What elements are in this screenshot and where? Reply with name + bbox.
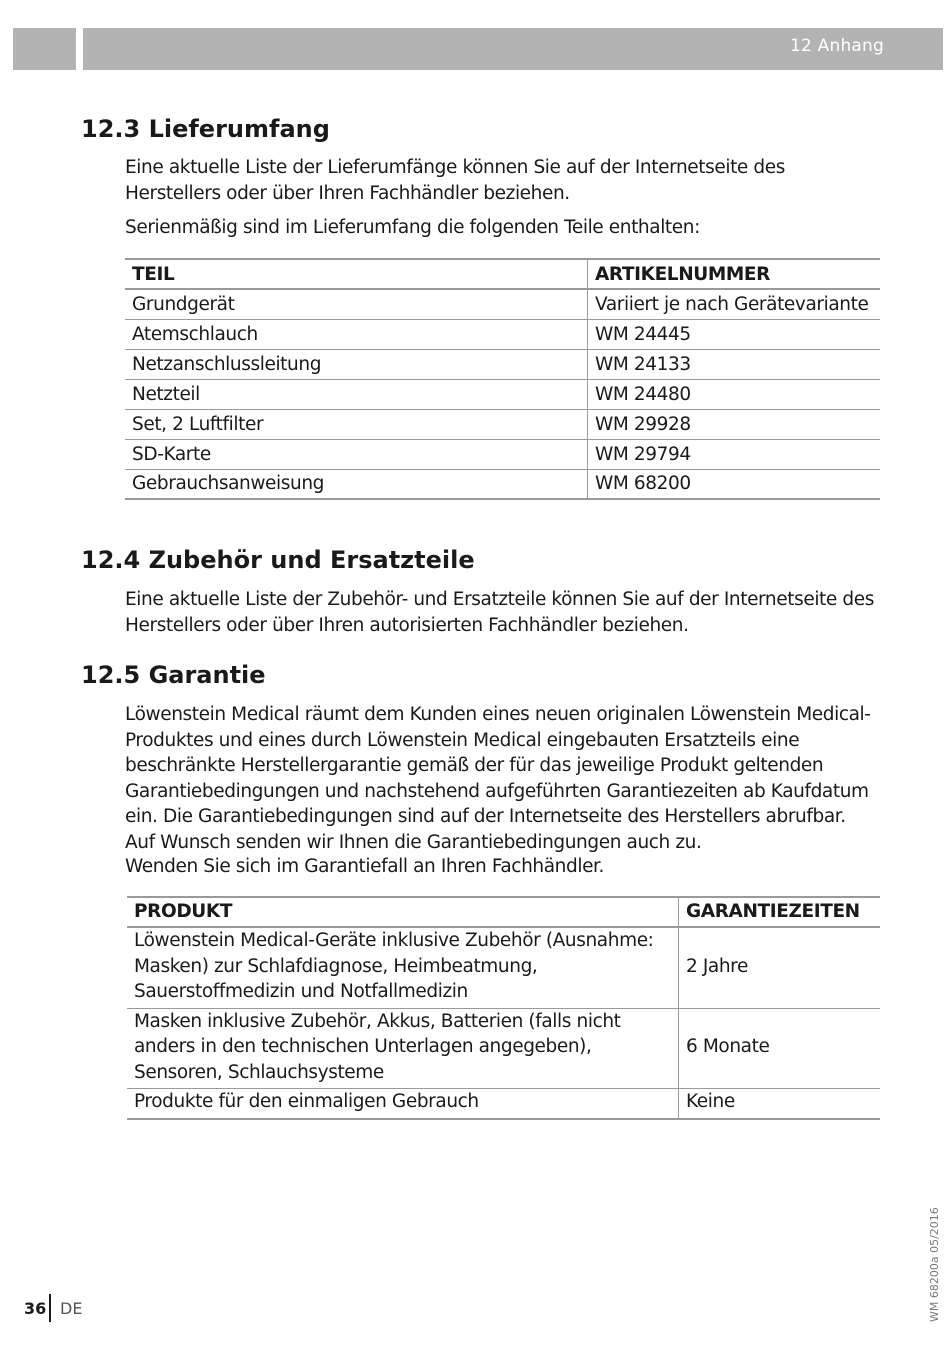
footer-divider (49, 1294, 51, 1322)
product-description: Masken inklusive Zubehör, Akkus, Batterien (falls nicht anders in den technischen Unterlagen angegeben), Sensoren, Schlauchsysteme (127, 1008, 679, 1089)
column-header-teil: TEIL (125, 259, 588, 289)
warranty-period: Keine (686, 1091, 735, 1112)
column-header-produkt: PRODUKT (127, 897, 679, 927)
zubehoer-text: Eine aktuelle Liste der Zubehör- und Ersatzteile können Sie auf der Internetseite des Herstellers oder über Ihren autorisierten Fachhändler beziehen. (125, 589, 874, 636)
product-description: Produkte für den einmaligen Gebrauch (127, 1089, 679, 1119)
language-code: DE (60, 1299, 83, 1318)
column-header-artikelnummer: ARTIKELNUMMER (595, 263, 771, 285)
section-heading-zubehoer: 12.4 Zubehör und Ersatzteile (81, 546, 475, 574)
page-number: 36 (24, 1299, 47, 1318)
article-number: WM 68200 (595, 473, 691, 495)
table-header-row (127, 897, 880, 927)
table-row (125, 409, 880, 439)
part-name: SD-Karte (125, 439, 588, 469)
part-name: Netzanschlussleitung (125, 349, 588, 379)
table-row (125, 469, 880, 499)
warranty-table (127, 896, 880, 1120)
table-row (127, 927, 880, 1008)
section-heading-garantie: 12.5 Garantie (81, 661, 266, 689)
article-number: WM 24133 (595, 353, 691, 375)
part-name: Grundgerät (125, 289, 588, 319)
part-name: Gebrauchsanweisung (125, 469, 588, 499)
chapter-title: 12 Anhang (790, 36, 884, 56)
column-header-garantiezeiten: GARANTIEZEITEN (686, 901, 860, 923)
header-bar-left (13, 28, 76, 70)
part-name: Netzteil (125, 379, 588, 409)
table-row (125, 289, 880, 319)
warranty-period: 2 Jahre (686, 955, 748, 977)
table-header-row (125, 259, 880, 289)
article-number: WM 24480 (595, 383, 691, 405)
table-row (125, 319, 880, 349)
part-name: Set, 2 Luftfilter (125, 409, 588, 439)
garantie-text: Löwenstein Medical räumt dem Kunden eines neuen originalen Löwenstein Medical-Produktes und eines durch Löwenstein Medical eingebauten Ersatzteils eine beschränkte Herstellergarantie gemäß der für das jeweilige Produkt geltenden Garantiebedingungen und nachstehend aufgeführten Garantiezeiten ab Kaufdatum ein. Die Garantiebedingungen sind auf der Internetseite des Herstellers abrufbar. Auf Wunsch senden wir Ihnen die Garantiebedingungen auch zu. (125, 704, 871, 853)
table-row (125, 379, 880, 409)
article-number: WM 24445 (595, 323, 691, 345)
document-id: WM 68200a 05/2016 (928, 1207, 941, 1322)
delivery-scope-table (125, 258, 880, 500)
garantie-contact: Wenden Sie sich im Garantiefall an Ihren Fachhändler. (125, 856, 605, 877)
table-row (125, 439, 880, 469)
table-row (125, 349, 880, 379)
table-row (127, 1089, 880, 1119)
lieferumfang-note: Serienmäßig sind im Lieferumfang die folgenden Teile enthalten: (125, 217, 700, 238)
product-description: Löwenstein Medical-Geräte inklusive Zubehör (Ausnahme: Masken) zur Schlafdiagnose, Heimbeatmung, Sauerstoffmedizin und Notfallmedizin (127, 927, 679, 1008)
part-name: Atemschlauch (125, 319, 588, 349)
article-number: WM 29794 (595, 443, 691, 465)
table-row (127, 1008, 880, 1089)
warranty-period: 6 Monate (686, 1036, 770, 1057)
section-heading-lieferumfang: 12.3 Lieferumfang (81, 115, 330, 143)
article-number: Variiert je nach Gerätevariante (595, 293, 869, 315)
lieferumfang-intro: Eine aktuelle Liste der Lieferumfänge können Sie auf der Internetseite des Herstellers oder über Ihren Fachhändler beziehen. (125, 157, 785, 204)
article-number: WM 29928 (595, 413, 691, 435)
